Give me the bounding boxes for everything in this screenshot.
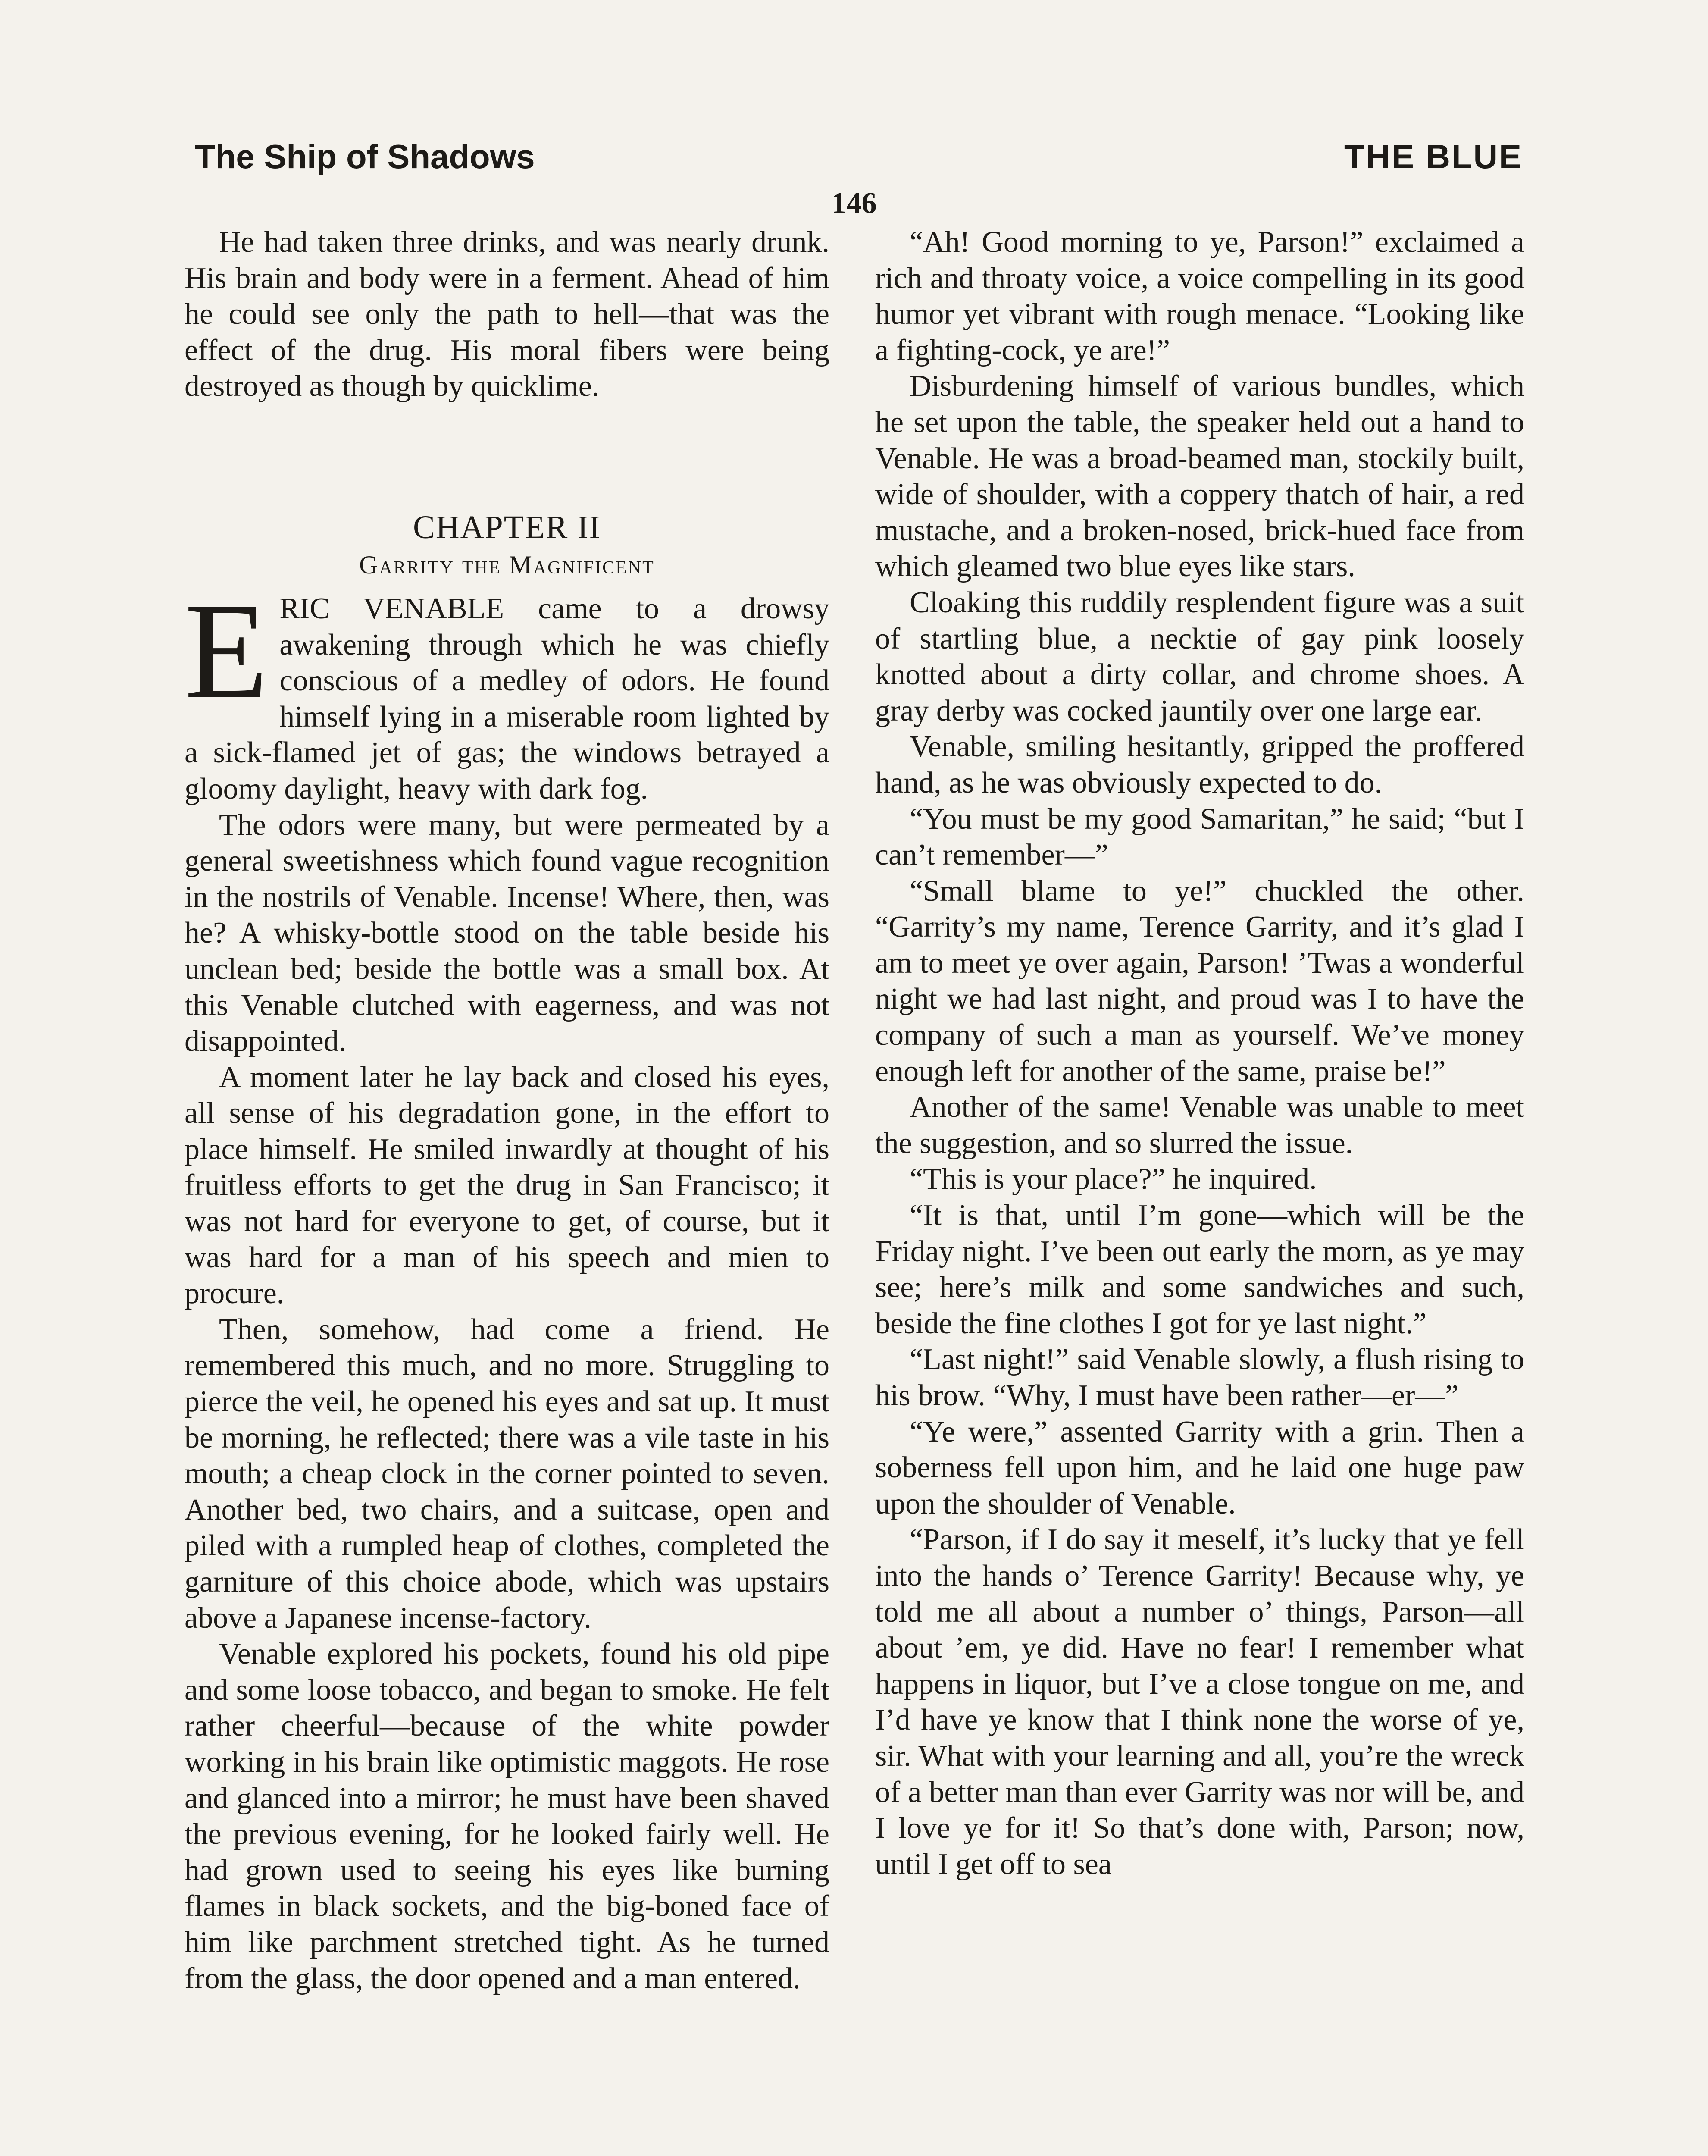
paragraph: Venable explored his pockets, found his old pipe and some loose tobacco, and began to smoke. He felt rather cheerful—because of the white powder working in his brain like optimistic maggots. He rose and glanced into a mirror; he must have been shaved the previous evening, for he looked fairly well. He had grown used to seeing his eyes like burning flames in black sockets, and the big-boned face of him like parchment stretched tight. As he turned from the glass, the door opened and a man entered. — [185, 1637, 829, 1995]
paragraph: Venable, smiling hesitantly, gripped the proffered hand, as he was obviously expected to do. — [875, 730, 1524, 799]
chapter-subtitle: Garrity the Magnificent — [359, 550, 655, 579]
paragraph: Cloaking this ruddily resplendent figure was a suit of startling blue, a necktie of gay pink loosely knotted about a dirty collar, and chrome shoes. A gray derby was cocked jauntily over one large ear. — [875, 586, 1524, 727]
paragraph: The odors were many, but were permeated by a general sweetishness which found vague recognition in the nostrils of Venable. Incense! Where, then, was he? A whisky-bottle stood on the table beside his unclean bed; beside the bottle was a small box. At this Venable clutched with eagerness, and was not disappointed. — [185, 808, 829, 1058]
paragraph: “Ye were,” assented Garrity with a grin. Then a soberness fell upon him, and he laid one huge paw upon the shoulder of Venable. — [875, 1415, 1524, 1520]
paragraph: Then, somehow, had come a friend. He remembered this much, and no more. Struggling to pierce the veil, he opened his eyes and sat up. It must be morning, he reflected; there was a vile taste in his mouth; a cheap clock in the corner pointed to seven. Another bed, two chairs, and a suitcase, open and piled with a rumpled heap of clothes, completed the garniture of this choice abode, which was upstairs above a Japanese incense-factory. — [185, 1313, 829, 1635]
paragraph: “You must be my good Samaritan,” he said; “but I can’t remember—” — [875, 802, 1524, 872]
opening-paragraph-text: RIC VENABLE came to a drowsy awakening through which he was chiefly conscious of a medley of odors. He found himself lying in a miserable room lighted by a sick-flamed jet of gas; the windows betrayed a gloomy daylight, heavy with dark fog. — [185, 592, 829, 805]
running-head — [195, 137, 1523, 189]
paragraph: “It is that, until I’m gone—which will be the Friday night. I’ve been out early the morn, as ye may see; here’s milk and some sandwiches and such, beside the fine clothes I got for ye last night.” — [875, 1199, 1524, 1340]
paragraph: Disburdening himself of various bundles, which he set upon the table, the speaker held out a hand to Venable. He was a broad-beamed man, stockily built, wide of shoulder, with a coppery thatch of hair, a red mustache, and a broken-nosed, brick-hued face from which gleamed two blue eyes like stars. — [875, 370, 1524, 583]
magazine-title: THE BLUE — [1344, 138, 1523, 175]
paragraph: “Parson, if I do say it meself, it’s lucky that ye fell into the hands o’ Terence Garrity! Because why, ye told me all about a number o’ things, Parson—all about ’em, ye did. Have no fear! I remember what happens in liquor, but I’ve a close tongue on me, and I’d have ye know that I think none the worse of ye, sir. What with your learning and all, you’re the wreck of a better man than ever Garrity was nor will be, and I love ye for it! So that’s done with, Parson; now, until I get off to sea — [875, 1523, 1524, 1881]
drop-cap: E — [185, 574, 269, 727]
paragraph: “This is your place?” he inquired. — [910, 1163, 1317, 1196]
page-number: 146 — [831, 187, 877, 220]
chapter-title: CHAPTER II — [413, 509, 601, 545]
right-column — [875, 224, 1524, 1882]
paragraph: Another of the same! Venable was unable to meet the suggestion, and so slurred the issue. — [875, 1091, 1524, 1160]
chapter-opening-paragraph — [185, 574, 829, 807]
left-column — [185, 224, 829, 1996]
paragraph: “Small blame to ye!” chuckled the other. “Garrity’s my name, Terence Garrity, and it’s glad I am to meet ye over again, Parson! ’Twas a wonderful night we had last night, and proud was I to have the company of such a man as yourself. We’ve money enough left for another of the same, praise be!” — [875, 874, 1524, 1088]
story-title: The Ship of Shadows — [195, 138, 535, 175]
intro-paragraph: He had taken three drinks, and was nearly drunk. His brain and body were in a ferment. Ahead of him he could see only the path to hell—that was the effect of the drug. His moral fibers were being destroyed as though by quicklime. — [185, 226, 829, 403]
paragraph: “Ah! Good morning to ye, Parson!” exclaimed a rich and throaty voice, a voice compelling in its good humor yet vibrant with rough menace. “Looking like a fighting-cock, ye are!” — [875, 226, 1524, 367]
paragraph: “Last night!” said Venable slowly, a flush rising to his brow. “Why, I must have been rather—er—” — [875, 1343, 1524, 1412]
paragraph: A moment later he lay back and closed his eyes, all sense of his degradation gone, in the effort to place himself. He smiled inwardly at thought of his fruitless efforts to get the drug in San Francisco; it was not hard for everyone to get, of course, but it was hard for a man of his speech and mien to procure. — [185, 1060, 829, 1310]
